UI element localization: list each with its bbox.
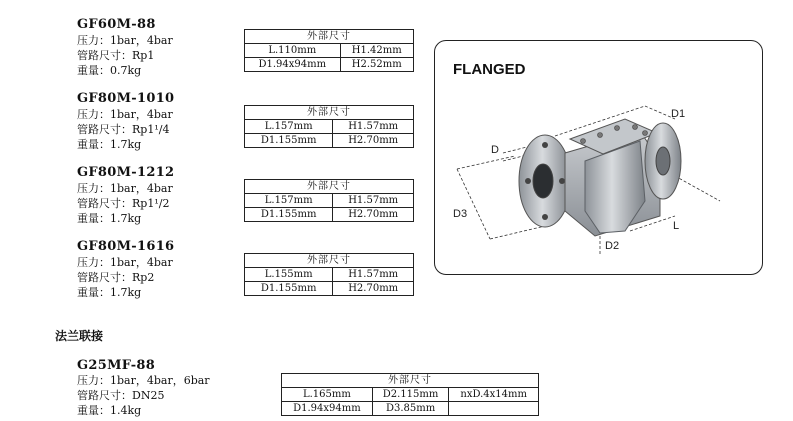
table-cell: D1.155mm (245, 282, 333, 296)
table-cell: D2.115mm (372, 388, 449, 402)
pressure-text: 压力：1bar，4bar，6bar (77, 374, 210, 387)
pressure-text: 压力：1bar，4bar (77, 256, 173, 269)
section-title: 法兰联接 (55, 329, 104, 343)
product-model: GF60M-88 (77, 17, 156, 32)
dimension-label-d2: D2 (605, 240, 620, 252)
table-row (245, 134, 414, 148)
weight-text: 重量：0.7kg (77, 64, 142, 77)
table-cell: H2.70mm (333, 134, 414, 148)
table-row (245, 58, 414, 72)
weight-text: 重量：1.4kg (77, 404, 142, 417)
table-row (282, 402, 539, 416)
table-row (245, 208, 414, 222)
dimension-table (244, 105, 414, 148)
table-row (282, 388, 539, 402)
weight-text: 重量：1.7kg (77, 286, 142, 299)
table-header: 外部尺寸 (282, 374, 539, 388)
dimension-label-l: L (673, 220, 680, 232)
pipe-size-text: 管路尺寸：DN25 (77, 389, 165, 402)
product-specs (77, 255, 173, 300)
figure-title: FLANGED (453, 61, 526, 78)
table-header: 外部尺寸 (245, 180, 414, 194)
table-header: 外部尺寸 (245, 106, 414, 120)
flanged-figure (434, 40, 763, 275)
table-cell: H2.70mm (333, 208, 414, 222)
dimension-table (244, 29, 414, 72)
dimension-label-d1: D1 (671, 108, 686, 120)
table-cell: D1.155mm (245, 208, 333, 222)
table-cell: H2.52mm (340, 58, 414, 72)
table-cell: D1.94x94mm (282, 402, 373, 416)
pipe-size-text: 管路尺寸：Rp1¹/4 (77, 123, 170, 136)
dimension-table (281, 373, 539, 416)
pipe-size-text: 管路尺寸：Rp1 (77, 49, 155, 62)
dimension-table (244, 179, 414, 222)
dimension-label-d: D (491, 144, 499, 156)
product-model: GF80M-1212 (77, 165, 175, 180)
weight-text: 重量：1.7kg (77, 212, 142, 225)
table-cell: D1.155mm (245, 134, 333, 148)
table-cell: L.165mm (282, 388, 373, 402)
product-model: GF80M-1010 (77, 91, 175, 106)
table-cell: L.155mm (245, 268, 333, 282)
pressure-text: 压力：1bar，4bar (77, 182, 173, 195)
table-row (245, 120, 414, 134)
flanged-filter-drawing (435, 41, 763, 275)
table-cell: H1.42mm (340, 44, 414, 58)
table-cell: H2.70mm (333, 282, 414, 296)
table-cell: nxD.4x14mm (449, 388, 539, 402)
product-specs (77, 33, 173, 78)
table-row (245, 44, 414, 58)
table-cell (449, 402, 539, 416)
product-specs (77, 107, 173, 152)
product-specs (77, 181, 173, 226)
table-cell: D1.94x94mm (245, 58, 341, 72)
pipe-size-text: 管路尺寸：Rp2 (77, 271, 155, 284)
product-model: G25MF-88 (77, 358, 156, 373)
table-cell: H1.57mm (333, 268, 414, 282)
pipe-size-text: 管路尺寸：Rp1¹/2 (77, 197, 170, 210)
pressure-text: 压力：1bar，4bar (77, 108, 173, 121)
weight-text: 重量：1.7kg (77, 138, 142, 151)
table-cell: L.157mm (245, 194, 333, 208)
dimension-label-d3: D3 (453, 208, 468, 220)
table-cell: H1.57mm (333, 120, 414, 134)
pressure-text: 压力：1bar，4bar (77, 34, 173, 47)
table-header: 外部尺寸 (245, 30, 414, 44)
table-row (245, 268, 414, 282)
dimension-table (244, 253, 414, 296)
table-cell: D3.85mm (372, 402, 449, 416)
table-cell: L.110mm (245, 44, 341, 58)
product-specs (77, 373, 210, 418)
table-cell: H1.57mm (333, 194, 414, 208)
table-row (245, 282, 414, 296)
table-row (245, 194, 414, 208)
product-model: GF80M-1616 (77, 239, 175, 254)
table-cell: L.157mm (245, 120, 333, 134)
table-header: 外部尺寸 (245, 254, 414, 268)
